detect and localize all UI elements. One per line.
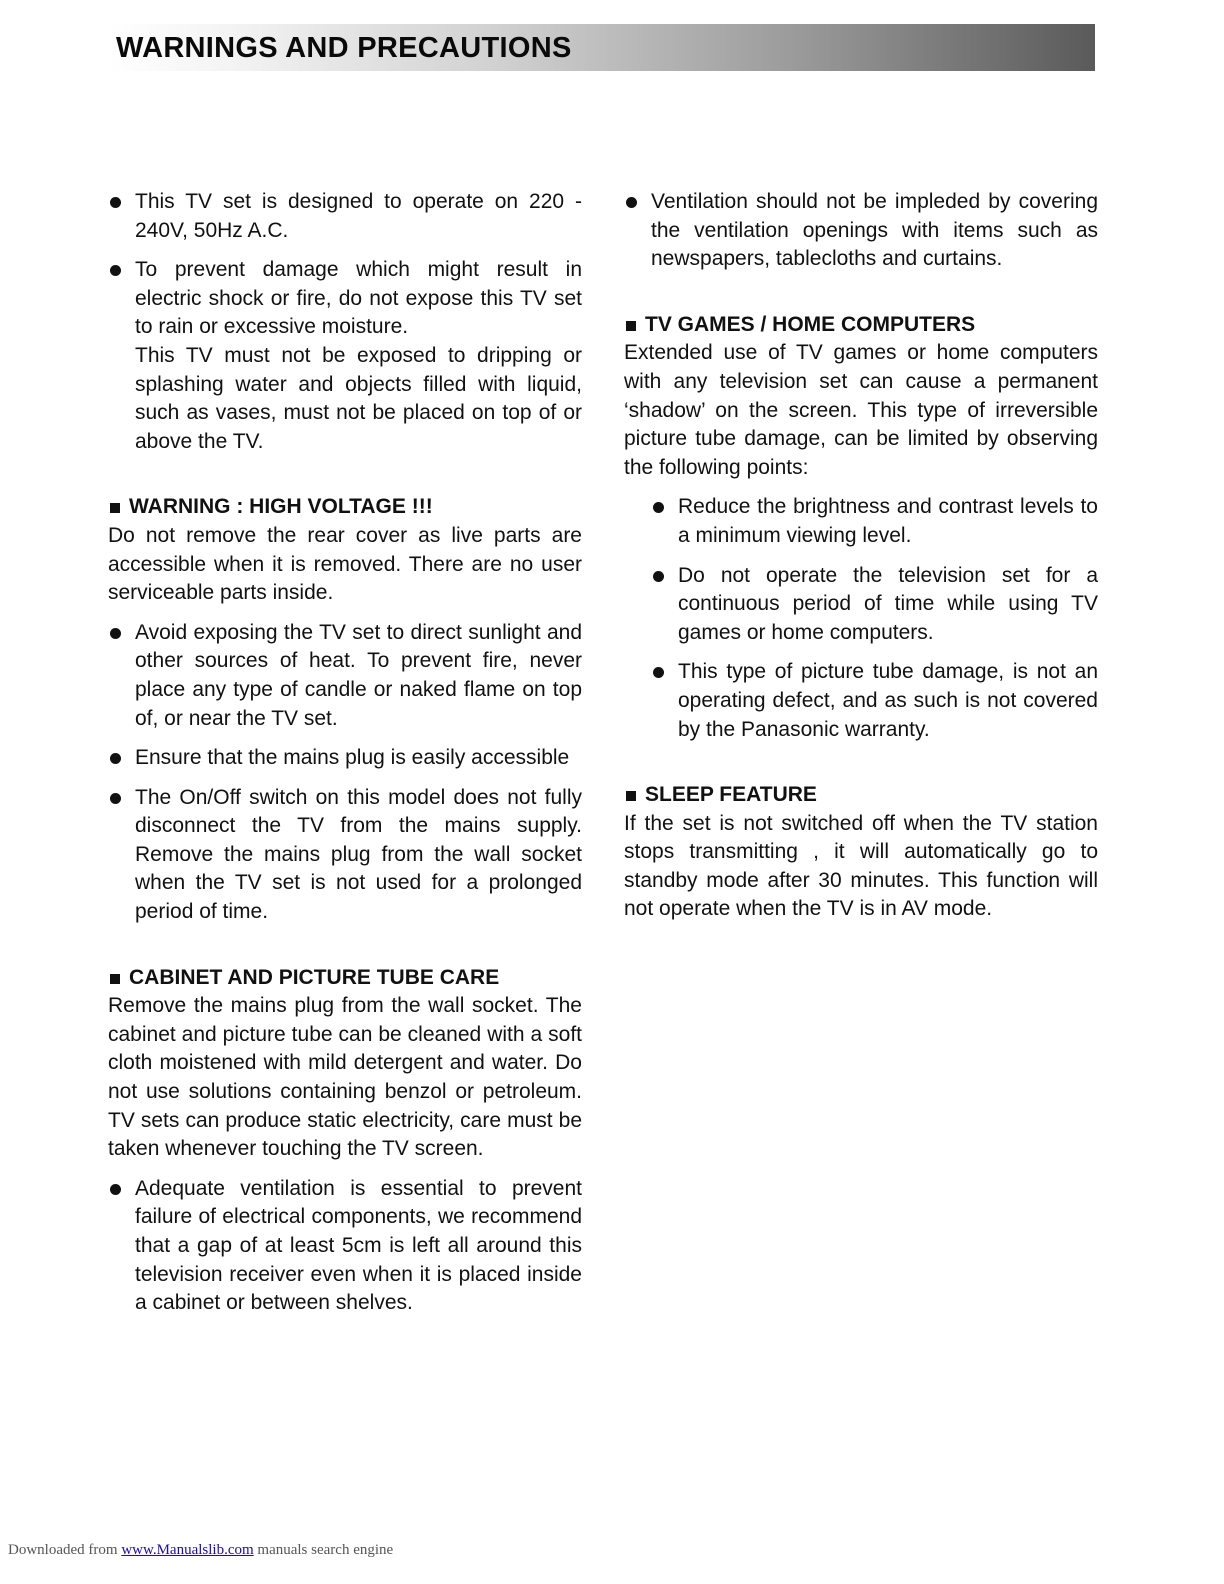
games-heading: TV GAMES / HOME COMPUTERS	[624, 311, 1098, 340]
bullet-on-off-switch: The On/Off switch on this model does not fully disconnect the TV from the mains supply. Remove the mains plug from the wall socket when the TV set is not used for a prolonged period of time.	[108, 784, 582, 927]
sleep-heading: SLEEP FEATURE	[624, 781, 1098, 810]
sub-bullet-continuous-use: Do not operate the television set for a continuous period of time while using TV games or home computers.	[651, 562, 1098, 648]
bullet-mains-plug: Ensure that the mains plug is easily accessible	[108, 744, 582, 773]
bullet-moisture-continued: This TV must not be exposed to dripping or splashing water and objects filled with liquid, such as vases, must not be placed on top of or above the TV.	[135, 343, 582, 453]
header-bar	[108, 24, 1095, 71]
footer-prefix: Downloaded from	[8, 1542, 122, 1558]
sub-bullet-brightness: Reduce the brightness and contrast levels to a minimum viewing level.	[651, 493, 1098, 550]
warning-body: Do not remove the rear cover as live parts are accessible when it is removed. There are no user serviceable parts inside.	[108, 523, 582, 605]
page-title: WARNINGS AND PRECAUTIONS	[116, 32, 572, 64]
left-column	[108, 188, 582, 1318]
warning-heading: WARNING : HIGH VOLTAGE !!!	[108, 493, 582, 522]
right-column	[624, 188, 1098, 924]
cabinet-heading: CABINET AND PICTURE TUBE CARE	[108, 964, 582, 993]
bullet-moisture: To prevent damage which might result in electric shock or fire, do not expose this TV set to rain or excessive moisture.	[108, 256, 582, 342]
sleep-body: If the set is not switched off when the TV station stops transmitting , it will automatically go to standby mode after 30 minutes. This function will not operate when the TV is in AV mode.	[624, 811, 1098, 921]
bullet-power-supply: This TV set is designed to operate on 220 - 240V, 50Hz A.C.	[108, 188, 582, 245]
manualslib-link[interactable]: www.Manualslib.com	[121, 1542, 254, 1558]
sub-bullet-warranty: This type of picture tube damage, is not an operating defect, and as such is not covered by the Panasonic warranty.	[651, 658, 1098, 744]
cabinet-body: Remove the mains plug from the wall socket. The cabinet and picture tube can be cleaned with a soft cloth moistened with mild detergent and water. Do not use solutions containing benzol or petroleum. TV sets can produce static electricity, care must be taken whenever touching the TV screen.	[108, 994, 582, 1161]
bullet-ventilation-gap: Adequate ventilation is essential to prevent failure of electrical components, we recommend that a gap of at least 5cm is left all around this television receiver even when it is placed inside a cabinet or between shelves.	[108, 1175, 582, 1318]
download-footer	[8, 1542, 393, 1559]
bullet-ventilation-openings: Ventilation should not be impleded by covering the ventilation openings with items such as newspapers, tablecloths and curtains.	[624, 188, 1098, 274]
games-body: Extended use of TV games or home computers with any television set can cause a permanent ‘shadow’ on the screen. This type of irreversible picture tube damage, can be limited by observing the following points:	[624, 341, 1098, 479]
bullet-sunlight: Avoid exposing the TV set to direct sunlight and other sources of heat. To prevent fire, never place any type of candle or naked flame on top of, or near the TV set.	[108, 619, 582, 733]
footer-suffix: manuals search engine	[253, 1542, 394, 1558]
